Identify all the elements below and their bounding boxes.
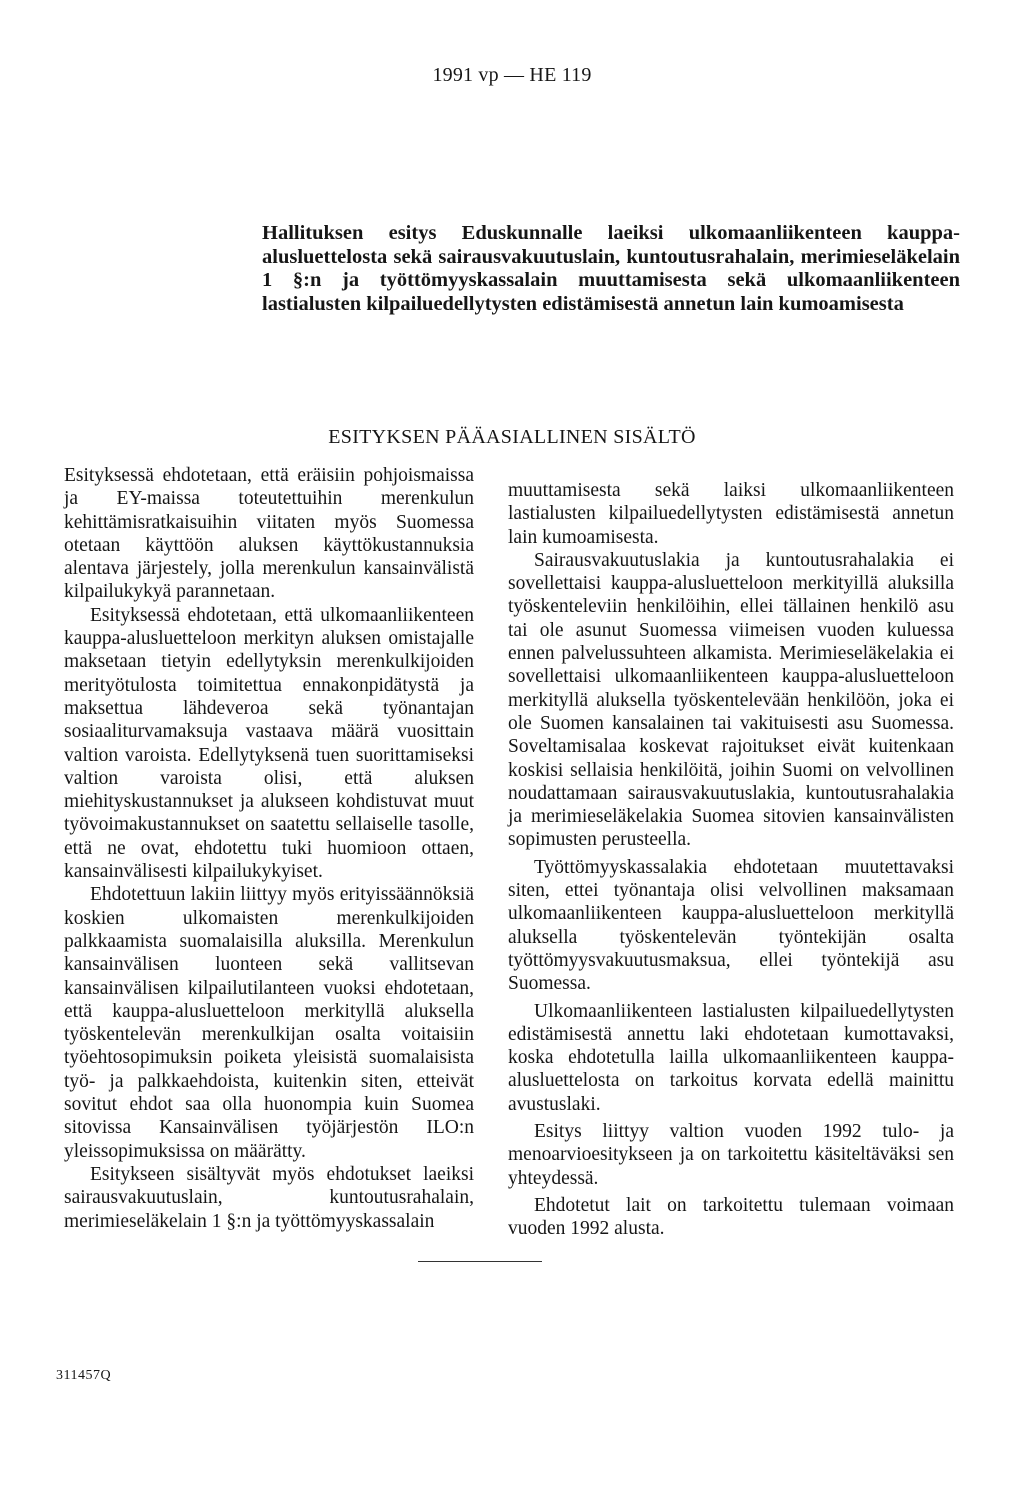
paragraph: Esitys liittyy valtion vuoden 1992 tulo- ja menoarvioesitykseen ja on tarkoitettu käsiteltäväksi sen yhteydessä. <box>508 1121 954 1189</box>
section-heading: ESITYKSEN PÄÄASIALLINEN SISÄLTÖ <box>328 426 696 448</box>
paragraph: Sairausvakuutuslakia ja kuntoutusrahalakia ei sovellettaisi kauppa-alusluetteloon merkityillä aluksilla työskenteleviin henkilöihin, ellei tällainen henkilö asu tai ole asunut Suomessa viimeisen vuoden kuluessa ennen palvelussuhteen alkamista. Merimieseläkelakia ei sovellettaisi ulkomaanliikenteen kauppa-alusluetteloon merkityllä aluksella työskentelevään henkilöön, joka ei ole Suomen kansalainen tai vakituisesti asu Suomessa. Soveltamisalaa koskevat rajoitukset eivät kuitenkaan koskisi sellaisia henkilöitä, joihin Suomi on velvollinen noudattamaan sairausvakuutuslakia, kuntoutusrahalakia ja merimieseläkelakia Suomea sitovien kansainvälisten sopimusten perusteella. <box>508 549 954 851</box>
divider <box>418 1261 542 1262</box>
print-code: 311457Q <box>56 1368 112 1383</box>
document-title: Hallituksen esitys Eduskunnalle laeiksi ulkomaanliikenteen kauppa-alusluettelosta sekä sairausvakuutuslain, kuntoutusrahalain, merimieseläkelain 1 §:n ja työttömyyskassalain muuttamisesta sekä ulkomaanliikenteen lastialusten kilpailuedellytysten edistämisestä annetun lain kumoamisesta <box>262 222 960 315</box>
paragraph: Esityksessä ehdotetaan, että eräisiin pohjoismaissa ja EY-maissa toteutettuihin merenkulun kehittämisratkaisuihin viitaten myös Suomessa otetaan käyttöön aluksen käyttökustannuksia alentava järjestely, jolla merenkulun kansainvälistä kilpailukykyä parannetaan. <box>64 465 474 603</box>
paragraph: Työttömyyskassalakia ehdotetaan muutettavaksi siten, ettei työnantaja olisi velvollinen maksamaan ulkomaanliikenteen kauppa-alusluetteloon merkityllä aluksella työskentelevän työntekijän osalta työttömyysvakuutusmaksua, ellei työntekijä asu Suomessa. <box>508 856 954 995</box>
paragraph: muuttamisesta sekä laiksi ulkomaanliikenteen lastialusten kilpailuedellytysten edistämisestä annetun lain kumoamisesta. <box>508 480 954 548</box>
paragraph: Ehdotettuun lakiin liittyy myös erityissäännöksiä koskien ulkomaisten merenkulkijoiden palkkaamista suomalaisilla aluksilla. Merenkulun kansainvälisen luonteen sekä vallitsevan kansainvälisen kilpailutilanteen vuoksi ehdotetaan, että kauppa-alusluetteloon merkityllä aluksella työskentelevän merenkulkijan osalta voitaisiin työehtosopimuksin poiketa yleisistä suomalaisista työ- ja palkkaehdoista, kuitenkin siten, etteivät sovitut ehdot saa olla huonompia kuin Suomea sitovissa Kansainvälisen työjärjestön ILO:n yleissopimuksissa on määrätty. <box>64 884 474 1162</box>
paragraph: Esityksessä ehdotetaan, että ulkomaanliikenteen kauppa-alusluetteloon merkityn aluksen omistajalle maksetaan tietyin edellytyksin merenkulkijoiden merityötulosta toimitettua ennakonpidätystä ja maksettua lähdeveroa sekä työnantajan sosiaaliturvamaksuja vastaava määrä vuosittain valtion varoista. Edellytyksenä tuen suorittamiseksi valtion varoista olisi, että aluksen miehityskustannukset ja alukseen kohdistuvat muut työvoimakustannukset on saatettu sellaiselle tasolle, että ne ovat, ehdotettu tuki huomioon ottaen, kansainvälisesti kilpailukykyiset. <box>64 604 474 883</box>
left-column <box>64 464 474 1233</box>
paragraph: Esitykseen sisältyvät myös ehdotukset laeiksi sairausvakuutuslain, kuntoutusrahalain, merimieseläkelain 1 §:n ja työttömyyskassalain <box>64 1163 474 1232</box>
right-column <box>508 479 954 1241</box>
paragraph: Ehdotetut lait on tarkoitettu tulemaan voimaan vuoden 1992 alusta. <box>508 1194 954 1240</box>
page-header: 1991 vp — HE 119 <box>432 64 592 86</box>
paragraph: Ulkomaanliikenteen lastialusten kilpailuedellytysten edistämisestä annettu laki ehdotetaan kumottavaksi, koska ehdotetulla lailla ulkomaanliikenteen kauppa-alusluettelosta on tarkoitus korvata edellä mainittu avustuslaki. <box>508 1000 954 1115</box>
